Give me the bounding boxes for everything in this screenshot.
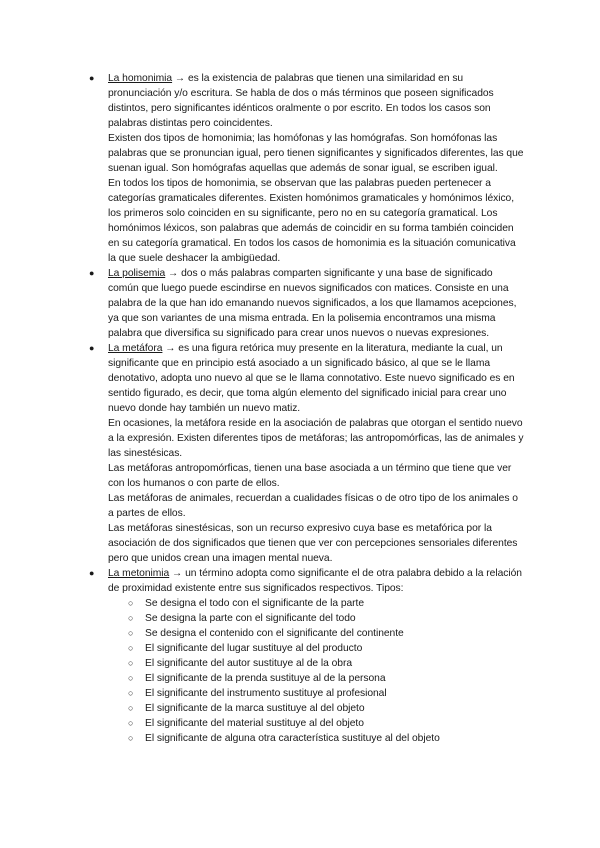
paragraph: Las metáforas antropomórficas, tienen una base asociada a un término que tiene que ver con los humanos o con parte de ellos. [108,463,512,489]
sub-list-item: ○ El significante de la marca sustituye al del objeto [128,703,365,714]
arrow: → [169,568,186,579]
sub-list-item: ○ Se designa el todo con el significante de la parte [128,598,365,609]
list-item-metonimia [89,566,526,746]
circle-bullet-icon: ○ [128,613,134,623]
arrow: → [165,268,182,279]
circle-bullet-icon: ○ [128,733,134,743]
arrow: → [162,343,179,354]
sub-list-item: ○ El significante de alguna otra característica sustituye al del objeto [128,733,440,744]
definition-text: dos o más palabras comparten significante y una base de significado común que luego puede escindirse en nuevos significados con matices. Consiste en una palabra de la que han ido emanando nuevos significados, a los que llamamos acepciones, ya que son variantes de una misma entrada. En la polisemia encontramos una misma palabra que diversifica su significado para crear unos nuevos o nuevas expresiones. [108,268,517,339]
circle-bullet-icon: ○ [128,673,134,683]
list-item-metafora [89,341,526,566]
circle-bullet-icon: ○ [128,628,134,638]
definition-text: un término adopta como significante el de otra palabra debido a la relación de proximidad existente entre sus significados respectivos. Tipos: [108,568,522,594]
sub-list-item: ○ Se designa la parte con el significante del todo [128,613,356,624]
term-polisemia: La polisemia [108,268,166,279]
list-item-homonimia [89,71,526,266]
circle-bullet-icon: ○ [128,688,134,698]
circle-bullet-icon: ○ [128,658,134,668]
list-item-polisemia [89,266,526,341]
circle-bullet-icon: ○ [128,598,134,608]
sub-list-item: ○ Se designa el contenido con el significante del continente [128,628,404,639]
metonimia-types-list [108,596,526,746]
bullet-icon: ● [89,73,95,83]
circle-bullet-icon: ○ [128,703,134,713]
sub-list-item: ○ El significante del autor sustituye al de la obra [128,658,353,669]
term-homonimia: La homonimia [108,73,173,84]
paragraph: Las metáforas de animales, recuerdan a cualidades físicas o de otro tipo de los animales o a partes de ellos. [108,493,518,519]
bullet-icon: ● [89,268,95,278]
paragraph: En ocasiones, la metáfora reside en la asociación de palabras que otorgan el sentido nuevo a la expresión. Existen diferentes tipos de metáforas; las antropomórficas, las de animales y las sinestésicas. [108,418,524,459]
sub-list-item: ○ El significante del instrumento sustituye al profesional [128,688,387,699]
paragraph [108,566,526,596]
bullet-icon: ● [89,343,95,353]
definition-text: es la existencia de palabras que tienen una similaridad en su pronunciación y/o escritura. Se habla de dos o más términos que poseen significados distintos, pero significantes idénticos oralmente o por escrito. En todos los casos son palabras distintas pero coincidentes. [108,73,494,129]
sub-list-item: ○ El significante del lugar sustituye al del producto [128,643,363,654]
term-metafora: La metáfora [108,343,163,354]
paragraph: En todos los tipos de homonimia, se observan que las palabras pueden pertenecer a categorías gramaticales diferentes. Existen homónimos gramaticales y homónimos léxico, los primeros solo coinciden en su significante, pero no en su categoría gramatical. Los homónimos léxicos, son palabras que además de coincidir en su forma también coinciden en su categoría gramatical. En todos los casos de homonimia es la situación comunicativa la que suele deshacer la ambigüedad. [108,178,516,264]
paragraph [108,71,526,131]
bullet-icon: ● [89,568,95,578]
definitions-list [89,71,526,746]
paragraph [108,266,526,341]
circle-bullet-icon: ○ [128,643,134,653]
paragraph: Las metáforas sinestésicas, son un recurso expresivo cuya base es metafórica por la asociación de dos significados que tienen que ver con percepciones sensoriales diferentes pero que unidos crean una imagen mental nueva. [108,523,518,564]
term-metonimia: La metonimia [108,568,170,579]
paragraph: Existen dos tipos de homonimia; las homófonas y las homógrafas. Son homófonas las palabras que se pronuncian igual, pero tienen significantes y significados diferentes, las que suenan igual. Son homógrafas aquellas que además de sonar igual, se escriben igual. [108,133,524,174]
sub-list-item: ○ El significante de la prenda sustituye al de la persona [128,673,386,684]
sub-list-item: ○ El significante del material sustituye al del objeto [128,718,364,729]
circle-bullet-icon: ○ [128,718,134,728]
definition-text: es una figura retórica muy presente en la literatura, mediante la cual, un significante que en principio está asociado a un significado básico, al que se le llama denotativo, adopta uno nuevo al que se le llama connotativo. Este nuevo significado es en sentido figurado, es decir, que toma algún elemento del significado inicial para crear uno nuevo donde hay también un nuevo matiz. [108,343,515,414]
arrow: → [172,73,188,84]
paragraph [108,341,526,416]
